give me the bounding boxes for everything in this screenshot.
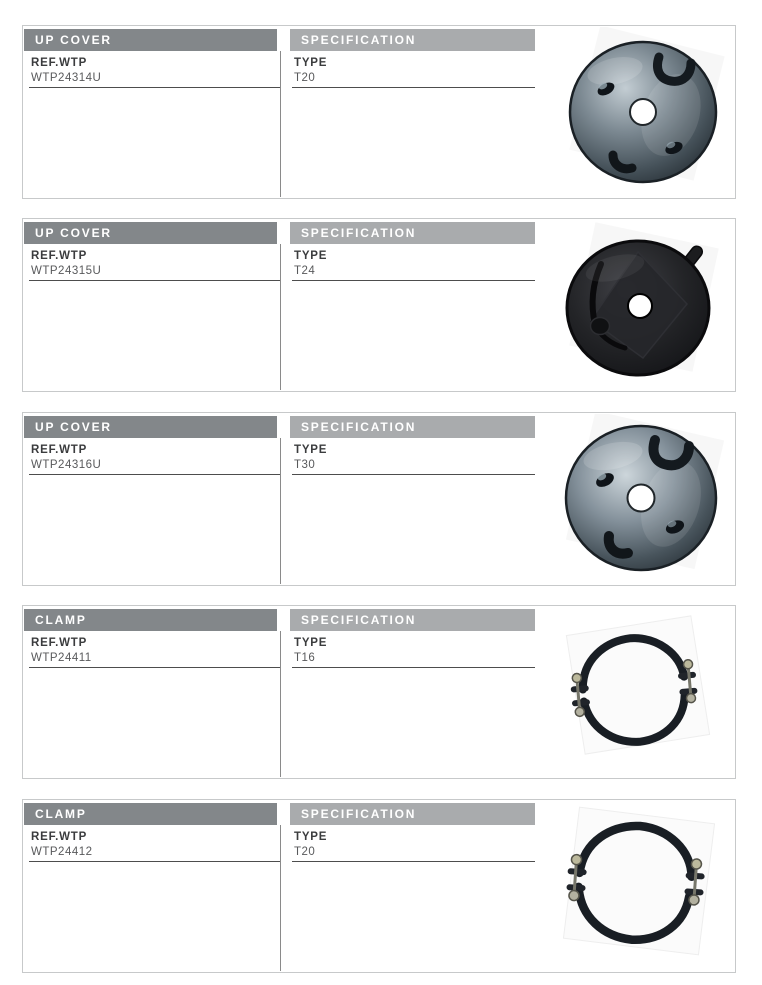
type-label: TYPE (294, 831, 328, 843)
category-header: UP COVER (24, 416, 277, 438)
specification-header: SPECIFICATION (290, 222, 535, 244)
type-label: TYPE (294, 637, 328, 649)
catalog-row-clamp-2 (22, 799, 736, 973)
column-divider (280, 244, 281, 390)
category-header: CLAMP (24, 803, 277, 825)
up-cover-t30-photo (543, 414, 733, 584)
type-value: T20 (294, 846, 316, 858)
column-divider (280, 825, 281, 971)
ref-label: REF.WTP (31, 57, 88, 69)
type-value: T20 (294, 72, 316, 84)
ref-underline (29, 280, 280, 281)
type-label: TYPE (294, 57, 328, 69)
ref-label: REF.WTP (31, 250, 88, 262)
type-value: T24 (294, 265, 316, 277)
ref-value: WTP24412 (31, 846, 93, 858)
category-header: CLAMP (24, 609, 277, 631)
column-divider (280, 631, 281, 777)
ref-label: REF.WTP (31, 637, 88, 649)
ref-label: REF.WTP (31, 444, 88, 456)
type-underline (292, 474, 535, 475)
up-cover-t20-photo (543, 27, 733, 197)
ref-value: WTP24316U (31, 459, 102, 471)
catalog-row-up-cover-2 (22, 218, 736, 392)
type-label: TYPE (294, 444, 328, 456)
type-value: T16 (294, 652, 316, 664)
specification-header: SPECIFICATION (290, 609, 535, 631)
up-cover-t24-photo (543, 220, 733, 390)
catalog-row-clamp-1 (22, 605, 736, 779)
category-header: UP COVER (24, 222, 277, 244)
type-underline (292, 667, 535, 668)
ref-value: WTP24411 (31, 652, 92, 664)
ref-underline (29, 861, 280, 862)
type-underline (292, 280, 535, 281)
type-underline (292, 87, 535, 88)
ref-value: WTP24314U (31, 72, 102, 84)
clamp-t16-photo (543, 607, 733, 777)
ref-underline (29, 667, 280, 668)
type-value: T30 (294, 459, 316, 471)
ref-label: REF.WTP (31, 831, 88, 843)
ref-underline (29, 87, 280, 88)
ref-underline (29, 474, 280, 475)
column-divider (280, 438, 281, 584)
catalog-row-up-cover-3 (22, 412, 736, 586)
specification-header: SPECIFICATION (290, 29, 535, 51)
ref-value: WTP24315U (31, 265, 102, 277)
column-divider (280, 51, 281, 197)
type-underline (292, 861, 535, 862)
category-header: UP COVER (24, 29, 277, 51)
type-label: TYPE (294, 250, 328, 262)
specification-header: SPECIFICATION (290, 803, 535, 825)
catalog-row-up-cover-1 (22, 25, 736, 199)
specification-header: SPECIFICATION (290, 416, 535, 438)
clamp-t20-photo (543, 801, 733, 971)
